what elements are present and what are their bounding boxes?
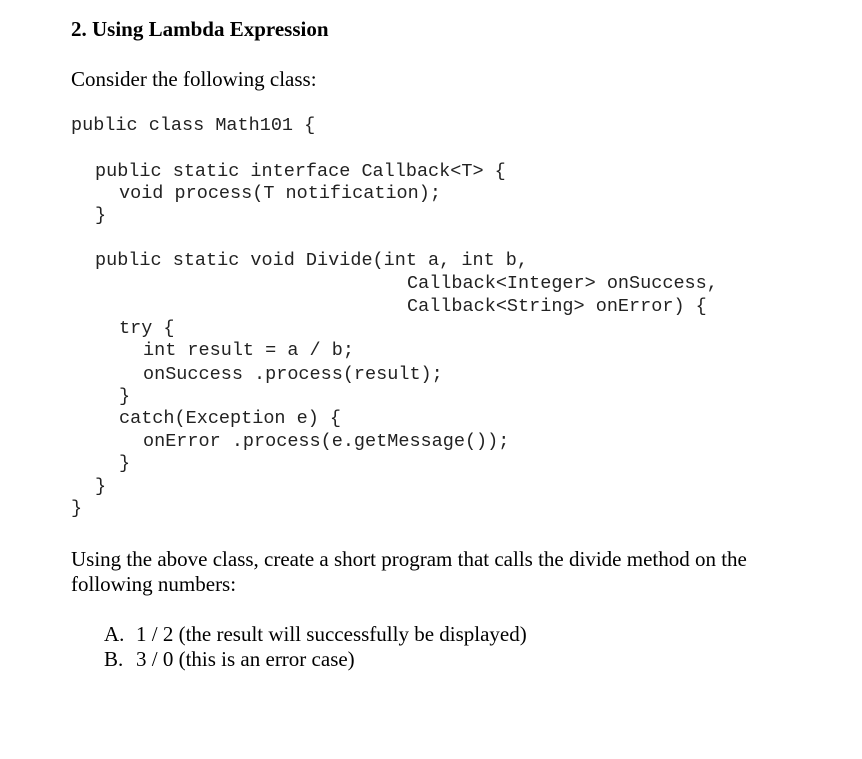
option-text: 3 / 0 (this is an error case) — [136, 647, 355, 671]
option-a — [104, 622, 527, 647]
code-line: } — [119, 453, 131, 474]
code-line: public static interface Callback<T> { — [95, 161, 506, 182]
section-heading: 2. Using Lambda Expression — [71, 17, 329, 41]
task-text: Using the above class, create a short program that calls the divide method on the following numbers: — [71, 547, 747, 596]
option-text: 1 / 2 (the result will successfully be displayed) — [136, 622, 527, 646]
code-line: } — [71, 498, 83, 519]
code-line: onError .process(e.getMessage()); — [143, 431, 510, 452]
code-line: Callback<String> onError) { — [407, 296, 707, 317]
code-line: } — [119, 386, 131, 407]
code-line: try { — [119, 318, 175, 339]
intro-text: Consider the following class: — [71, 67, 317, 91]
code-line: onSuccess .process(result); — [143, 364, 443, 385]
code-line: public class Math101 { — [71, 115, 316, 136]
option-letter: A. — [104, 622, 125, 646]
code-line: catch(Exception e) { — [119, 408, 342, 429]
options-list — [104, 622, 527, 672]
option-b — [104, 647, 527, 672]
code-line: public static void Divide(int a, int b, — [95, 250, 528, 271]
code-line: } — [95, 205, 107, 226]
code-line: Callback<Integer> onSuccess, — [407, 273, 718, 294]
code-line: void process(T notification); — [119, 183, 441, 204]
option-letter: B. — [104, 647, 124, 671]
code-line: } — [95, 476, 107, 497]
code-line: int result = a / b; — [143, 340, 354, 361]
